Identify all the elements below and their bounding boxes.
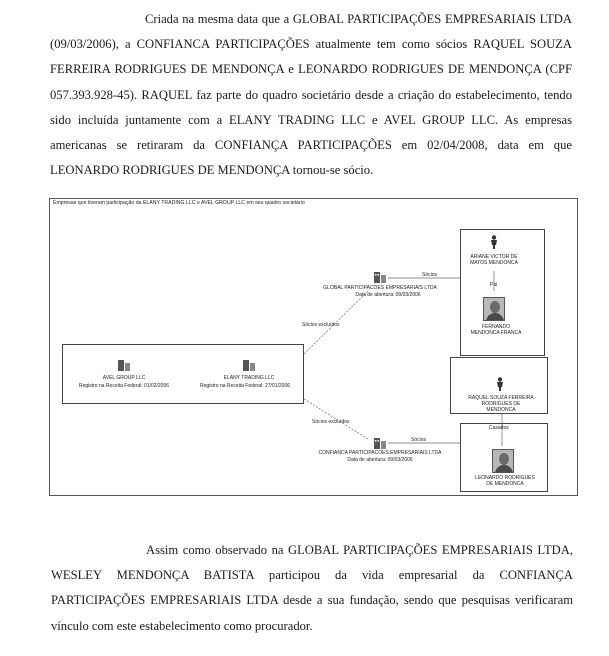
avel-name: AVEL GROUP LLC <box>102 375 146 381</box>
avel-registro: Registro na Receita Federal: 01/02/2006 <box>78 383 170 389</box>
edge-label-pai: Pai <box>490 282 498 288</box>
paragraph-1: Criada na mesma data que a GLOBAL PARTICIPAÇÕES EMPRESARIAIS LTDA (09/03/2006), a CONFIANCA PARTICIPAÇÕES atualmente tem como sócios RAQUEL SOUZA FERREIRA RODRIGUES DE MENDONÇA e LEONARDO RODRIGUES DE MENDONÇA (CPF 057.393.928-45). RAQUEL faz parte do quadro societário desde a criação do estabelecimento, tendo sido incluída juntamente com a ELANY TRADING LLC e AVEL GROUP LLC. As empresas americanas se retiraram da CONFIANÇA PARTICIPAÇÕES em 02/04/2008, data em que LEONARDO RODRIGUES DE MENDONÇA tornou-se sócio. <box>50 12 572 178</box>
edge-label-socios-confianca: Sócios <box>411 437 427 443</box>
fernando-photo <box>483 297 505 321</box>
elany-registro: Registro na Receita Federal: 27/01/2006 <box>199 383 291 389</box>
ariane-person-icon <box>490 235 498 249</box>
edge-label-casados: Casados <box>489 425 509 431</box>
llc-group-box <box>62 344 304 404</box>
ariane-name: ARIANE VICTOR DE MATOS MENDONCA <box>470 254 518 266</box>
edge-label-socios-global: Sócios <box>422 272 438 278</box>
confianca-name: CONFIANCA PARTICIPACOES EMPRESARIAIS LTDA <box>318 450 442 456</box>
edge-label-socios-excluidos-1: Sócios excluídos <box>302 322 340 328</box>
leonardo-name: LEONARDO RODRIGUES DE MENDONCA <box>475 475 535 487</box>
global-building-icon <box>372 269 388 283</box>
paragraph-2: Assim como observado na GLOBAL PARTICIPAÇÕES EMPRESARIAIS LTDA, WESLEY MENDONÇA BATISTA participou da vida empresarial da CONFIANÇA PARTICIPAÇÕES EMPRESARIAIS LTDA desde a sua fundação, sendo que pesquisas verificaram vínculo com este estabelecimento como procurador. <box>51 543 573 633</box>
confianca-date: Data de abertura: 09/03/2006 <box>347 457 413 463</box>
diagram-caption: Empresas que tiveram participação da ELANY TRADING LLC e AVEL GROUP LLC em seu quadro societário <box>53 200 305 206</box>
avel-building-icon <box>116 357 132 371</box>
global-date: Data de abertura: 09/03/2006 <box>355 292 421 298</box>
elany-name: ELANY TRADING LLC <box>223 375 275 381</box>
raquel-person-icon <box>496 377 504 391</box>
leonardo-photo <box>492 449 514 473</box>
global-name: GLOBAL PARTICIPACOES EMPRESARIAIS LTDA <box>323 285 437 291</box>
confianca-building-icon <box>372 435 388 449</box>
elany-building-icon <box>241 357 257 371</box>
edge-label-socios-excluidos-2: Sócios excluídos <box>312 419 350 425</box>
ownership-diagram <box>49 198 578 496</box>
fernando-name: FERNANDO MENDONCA FRANCA <box>470 324 522 336</box>
raquel-name: RAQUEL SOUZA FERREIRA RODRIGUES DE MENDONCA <box>468 395 534 413</box>
family-group-box <box>460 229 545 356</box>
